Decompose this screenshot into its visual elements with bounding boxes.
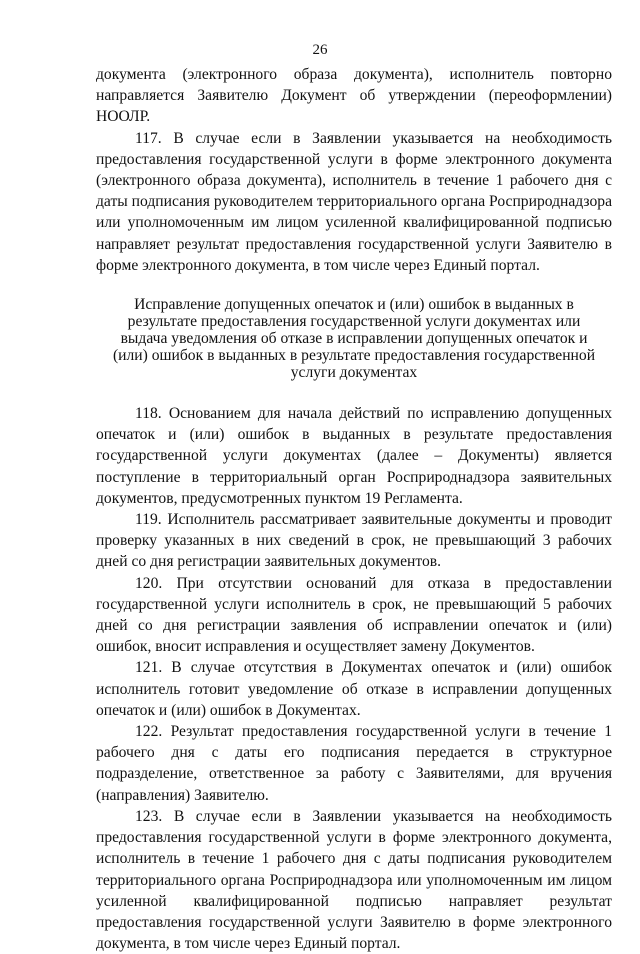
paragraph-118: 118. Основанием для начала действий по исправлению допущенных опечаток и (или) ошибок в выданных в результате предоставления государственной услуги документах (далее – Документы) является поступление в территориальный орган Росприроднадзора заявительных документов, предусмотренных пунктом 19 Регламента. [96, 405, 612, 507]
paragraph-continued: документа (электронного образа документа), исполнитель повторно направляется Заявителю Документ об утверждении (переоформлении) НООЛР. [96, 66, 612, 126]
paragraph-121: 121. В случае отсутствия в Документах опечаток и (или) ошибок исполнитель готовит уведомление об отказе в исправлении допущенных опечаток и (или) ошибок в Документах. [96, 659, 612, 719]
page-number: 26 [312, 42, 328, 58]
paragraph-119: 119. Исполнитель рассматривает заявительные документы и проводит проверку указанных в них сведений в срок, не превышающий 3 рабочих дней со дня регистрации заявительных документов. [96, 511, 612, 571]
paragraph-122: 122. Результат предоставления государственной услуги в течение 1 рабочего дня с даты его подписания передается в структурное подразделение, ответственное за работу с Заявителями, для вручения (направления) Заявителю. [96, 723, 612, 804]
paragraph-123: 123. В случае если в Заявлении указывается на необходимость предоставления государственной услуги в форме электронного документа, исполнитель в течение 1 рабочего дня с даты подписания руководителем территориального органа Росприроднадзора или уполномоченным им лицом усиленной квалифицированной подписью направляет результат предоставления государственной услуги Заявителю в форме электронного документа, в том числе через Единый портал. [96, 807, 612, 953]
paragraph-120: 120. При отсутствии оснований для отказа в предоставлении государственной услуги исполнитель в срок, не превышающий 5 рабочих дней со дня регистрации заявления об исправлении опечаток и (или) ошибок, вносит исправления и осуществляет замену Документов. [96, 574, 612, 656]
section-heading: Исправление допущенных опечаток и (или) ошибок в выданных в результате предоставления государственной услуги документах или выдача уведомления об отказе в исправлении допущенных опечаток и (или) ошибок в выданных в результате предоставления государственной услуги документах [112, 296, 596, 382]
paragraph-117: 117. В случае если в Заявлении указывается на необходимость предоставления государственной услуги в форме электронного документа (электронного образа документа), исполнитель в течение 1 рабочего дня с даты подписания руководителем территориального органа Росприроднадзора или уполномоченным им лицом усиленной квалифицированной подписью направляет результат предоставления государственной услуги Заявителю в форме электронного документа, в том числе через Единый портал. [96, 129, 612, 274]
document-body [96, 64, 612, 954]
